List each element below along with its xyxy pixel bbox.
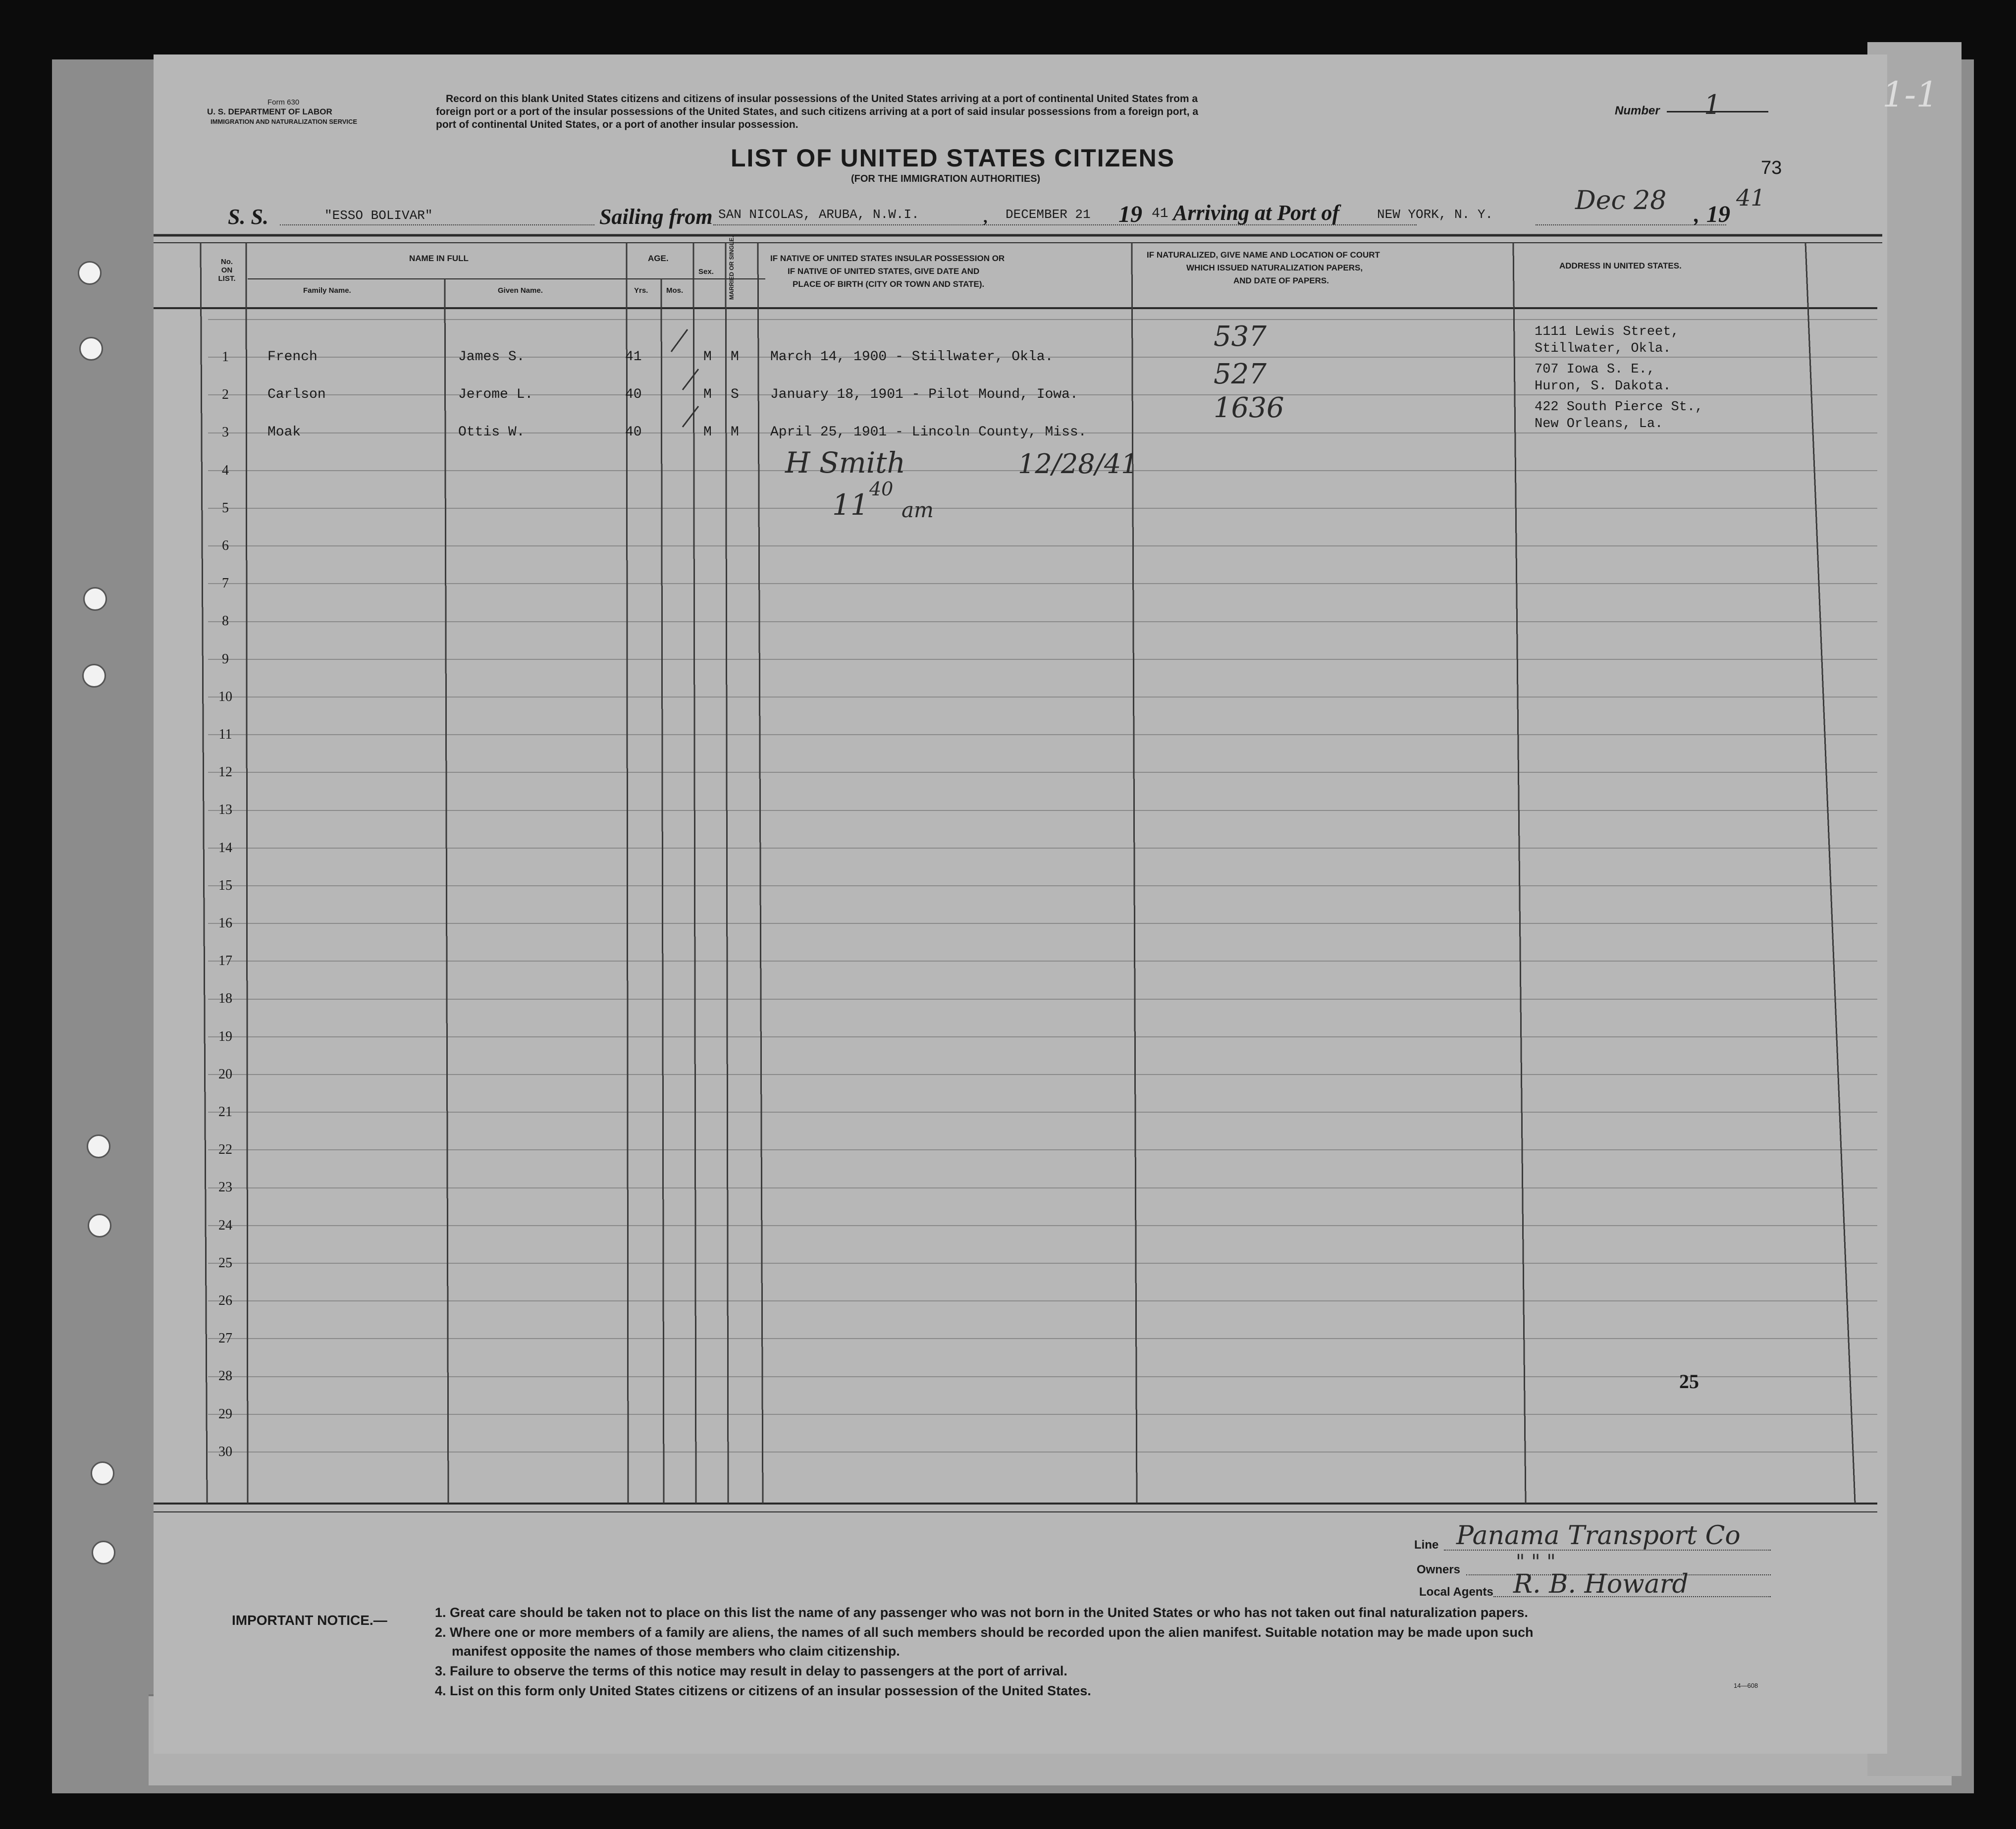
year-prefix-2: 19	[1706, 201, 1730, 227]
address-line-1: 707 Iowa S. E.,	[1535, 362, 1655, 377]
col-naturalization-1: IF NATURALIZED, GIVE NAME AND LOCATION OF COURT	[1147, 250, 1380, 260]
birth-info: March 14, 1900 - Stillwater, Okla.	[770, 349, 1054, 365]
service-name: IMMIGRATION AND NATURALIZATION SERVICE	[211, 118, 358, 125]
page-title: LIST OF UNITED STATES CITIZENS	[731, 144, 1175, 172]
arriving-label: Arriving at Port of	[1173, 201, 1340, 225]
number-value: 1	[1704, 89, 1721, 120]
col-birth-2: IF NATIVE OF UNITED STATES, GIVE DATE AND	[788, 267, 980, 276]
address-line-2: New Orleans, La.	[1535, 417, 1663, 431]
row-number: 8	[222, 613, 229, 629]
col-given-name: Given Name.	[498, 286, 543, 295]
col-address: ADDRESS IN UNITED STATES.	[1559, 261, 1682, 270]
row-number: 11	[218, 727, 232, 742]
department-name: U. S. DEPARTMENT OF LABOR	[207, 107, 332, 116]
col-yrs: Yrs.	[634, 286, 648, 295]
family-name: Carlson	[267, 387, 326, 402]
row-number: 25	[218, 1255, 232, 1271]
notice-label: IMPORTANT NOTICE.—	[232, 1613, 387, 1628]
row-number: 10	[218, 689, 232, 704]
row-number: 19	[218, 1029, 232, 1044]
corner-mark: 1-1	[1882, 74, 1938, 115]
record-instructions-1: Record on this blank United States citizens and citizens of insular possessions of the United States arriving at a port of continental United States from a	[446, 93, 1198, 105]
naturalization-ref: 527	[1214, 358, 1267, 390]
inspection-ampm: am	[902, 498, 934, 522]
sex: M	[703, 425, 712, 440]
age-years: 41	[625, 349, 642, 365]
naturalization-ref: 1636	[1214, 392, 1284, 424]
col-sex: Sex.	[698, 268, 714, 276]
local-agents-label: Local Agents	[1419, 1585, 1493, 1599]
row-number: 18	[218, 991, 232, 1006]
row-number: 27	[218, 1331, 232, 1346]
marital-status: M	[731, 349, 739, 365]
row-number: 29	[218, 1406, 232, 1422]
record-instructions-2: foreign port or a port of the insular possessions of the United States, and such citizens arriving at a port of said insular possessions from a foreign port, a	[436, 106, 1199, 117]
address-line-2: Stillwater, Okla.	[1535, 341, 1671, 356]
notice-3: 3. Failure to observe the terms of this notice may result in delay to passengers at the port of arrival.	[435, 1664, 1067, 1678]
line-label: Line	[1414, 1538, 1439, 1552]
form-number: Form 630	[267, 98, 300, 107]
arrival-year: 41	[1736, 184, 1765, 211]
col-married-or-single: MARRIED OR SINGLE.	[728, 236, 735, 300]
row-number: 2	[222, 387, 229, 402]
address-line-2: Huron, S. Dakota.	[1535, 379, 1671, 394]
row-number: 7	[222, 576, 229, 591]
address-line-1: 1111 Lewis Street,	[1535, 324, 1679, 339]
notice-4: 4. List on this form only United States citizens or citizens of an insular possession of the United States.	[435, 1683, 1091, 1698]
row-number: 13	[218, 802, 232, 817]
comma: ,	[983, 208, 988, 226]
comma: ,	[1694, 203, 1699, 227]
arriving-port: NEW YORK, N. Y.	[1377, 207, 1493, 222]
col-no-on-list: No. ON LIST.	[218, 258, 236, 283]
row-number: 20	[218, 1067, 232, 1082]
arrival-date: Dec 28	[1575, 186, 1667, 215]
address-line-1: 422 South Pierce St.,	[1535, 400, 1703, 415]
row-number: 24	[218, 1218, 232, 1233]
marital-status: S	[731, 387, 739, 402]
sailing-year: 41	[1152, 206, 1168, 221]
col-family-name: Family Name.	[303, 286, 351, 295]
birth-info: April 25, 1901 - Lincoln County, Miss.	[770, 425, 1087, 440]
sailing-from-label: Sailing from	[599, 205, 713, 229]
row-number: 4	[222, 463, 229, 478]
inspection-date: 12/28/41	[1018, 448, 1138, 480]
print-code: 14—608	[1734, 1682, 1758, 1689]
page-subtitle: (FOR THE IMMIGRATION AUTHORITIES)	[851, 173, 1041, 184]
sex: M	[703, 387, 712, 402]
col-naturalization-2: WHICH ISSUED NATURALIZATION PAPERS,	[1186, 263, 1363, 272]
ss-label: S. S.	[228, 205, 268, 229]
family-name: French	[267, 349, 318, 365]
notice-2a: 2. Where one or more members of a family are aliens, the names of all such members should be recorded upon the alien manifest. Suitable notation may be made upon such	[435, 1625, 1534, 1640]
record-instructions-3: port of continental United States, or a port of another insular possession.	[436, 119, 798, 130]
inspection-hour: 11	[832, 488, 869, 522]
row-number: 26	[218, 1293, 232, 1308]
number-label: Number	[1615, 104, 1660, 117]
age-years: 40	[625, 425, 642, 440]
row-number: 6	[222, 538, 229, 553]
local-agents-value: R. B. Howard	[1513, 1569, 1689, 1599]
inspector-signature: H Smith	[785, 446, 905, 480]
marital-status: M	[731, 425, 739, 440]
col-age: AGE.	[648, 254, 669, 263]
family-name: Moak	[267, 425, 301, 440]
row-number: 23	[218, 1180, 232, 1195]
naturalization-ref: 537	[1214, 321, 1267, 353]
row-number: 1	[222, 349, 229, 365]
row-number: 3	[222, 425, 229, 440]
col-name-in-full: NAME IN FULL	[409, 254, 469, 263]
row-number: 15	[218, 878, 232, 893]
sex: M	[703, 349, 712, 365]
sailing-from: SAN NICOLAS, ARUBA, N.W.I.	[718, 207, 919, 222]
row-number: 9	[222, 651, 229, 667]
sailing-date: DECEMBER 21	[1006, 207, 1091, 222]
col-birth-1: IF NATIVE OF UNITED STATES INSULAR POSSESSION OR	[770, 254, 1005, 263]
given-name: James S.	[458, 349, 525, 365]
row-number: 28	[218, 1368, 232, 1384]
row-number: 14	[218, 840, 232, 856]
row-number: 21	[218, 1104, 232, 1120]
year-prefix: 19	[1118, 201, 1142, 227]
row-number: 30	[218, 1444, 232, 1459]
notice-1: 1. Great care should be taken not to place on this list the name of any passenger who was not born in the United States or who has not taken out final naturalization papers.	[435, 1605, 1528, 1620]
row-number: 22	[218, 1142, 232, 1157]
owners-label: Owners	[1417, 1563, 1461, 1576]
row-number: 16	[218, 915, 232, 931]
notice-2b: manifest opposite the names of those members who claim citizenship.	[452, 1644, 900, 1659]
row-number: 17	[218, 953, 232, 968]
given-name: Ottis W.	[458, 425, 525, 440]
row-number: 5	[222, 500, 229, 516]
col-naturalization-3: AND DATE OF PAPERS.	[1233, 276, 1329, 285]
row-number: 12	[218, 764, 232, 780]
stamp-number: 25	[1679, 1370, 1699, 1393]
age-years: 40	[625, 387, 642, 402]
col-birth-3: PLACE OF BIRTH (CITY OR TOWN AND STATE).	[793, 279, 985, 289]
given-name: Jerome L.	[458, 387, 533, 402]
birth-info: January 18, 1901 - Pilot Mound, Iowa.	[770, 387, 1078, 402]
page-number: 73	[1761, 158, 1782, 178]
inspection-minute: 40	[869, 478, 894, 500]
owners-value: " " "	[1516, 1551, 1556, 1573]
line-value: Panama Transport Co	[1456, 1521, 1741, 1551]
ship-name: "ESSO BOLIVAR"	[324, 208, 433, 223]
col-mos: Mos.	[666, 286, 684, 295]
